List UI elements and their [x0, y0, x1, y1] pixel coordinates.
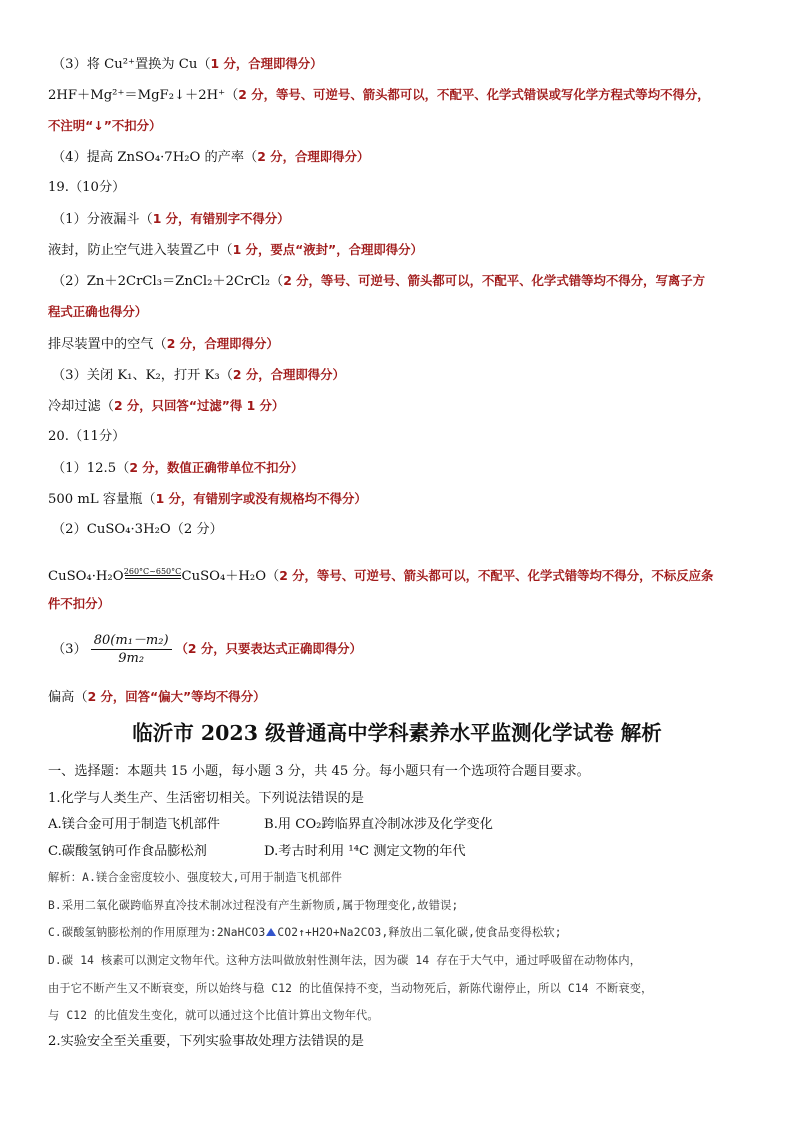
- q20-part1-label: （1）12.5（: [52, 461, 130, 476]
- q20-part3: [52, 628, 754, 670]
- q18-part3-label: （3）将 Cu²⁺置换为 Cu（: [52, 57, 211, 72]
- q18-equation-text: 2HF＋Mg²⁺＝MgF₂↓＋2H⁺（: [48, 88, 239, 103]
- q19-part2-cont: [48, 302, 754, 323]
- q19-part3b-score: 2 分，只回答“过滤”得 1 分）: [113, 398, 285, 413]
- fraction-numerator: 80(m₁－m₂): [91, 632, 172, 650]
- q20-equation: [48, 566, 754, 587]
- q18-part3-score: 1 分，合理即得分）: [210, 56, 323, 71]
- q19-header: 19.（10分）: [48, 180, 126, 195]
- q20-part1b: [48, 489, 754, 510]
- reaction-condition-sign: [124, 566, 182, 586]
- q19-part2b-score: 2 分，合理即得分）: [166, 336, 279, 351]
- q18-part4-score: 2 分，合理即得分）: [257, 149, 370, 164]
- q1-note-c-part2: CO2↑+H2O+Na2CO3,释放出二氧化碳,使食品变得松软;: [277, 926, 562, 939]
- q20-part3b-label: 偏高（: [48, 690, 88, 705]
- q19-part2-score: 2 分，等号、可逆号、箭头都可以，不配平、化学式错等均不得分，写离子方: [283, 273, 706, 288]
- q19-part3b: [48, 396, 754, 417]
- q20-part3-score: （2 分，只要表达式正确即得分）: [175, 641, 362, 656]
- q19-part1: [52, 209, 754, 230]
- q18-equation-score-cont: 不注明“↓”不扣分）: [48, 118, 162, 133]
- reaction-condition: 260°C~650°C: [123, 567, 182, 576]
- page-title: 临沂市 2023 级普通高中学科素养水平监测化学试卷 解析: [132, 721, 662, 745]
- q18-equation-score: 2 分，等号、可逆号、箭头都可以，不配平、化学式错误或写化学方程式等均不得分，: [238, 87, 710, 102]
- q1-option-c: C.碳酸氢钠可作食品膨松剂: [48, 844, 207, 859]
- q20-part3b: [48, 687, 754, 708]
- q20-part1: [52, 458, 754, 479]
- q19-part3b-label: 冷却过滤（: [48, 399, 114, 414]
- q19-part1b-score: 1 分，要点“液封”，合理即得分）: [232, 242, 423, 257]
- q20-part1b-score: 1 分，有错别字或没有规格均不得分）: [155, 491, 367, 506]
- q20-part1-score: 2 分，数值正确带单位不扣分）: [129, 460, 304, 475]
- q18-part4: [52, 147, 754, 168]
- q1-note-d: D.碳 14 核素可以测定文物年代。这种方法叫做放射性测年法，因为碳 14 存在于大气中，通过呼吸留在动物体内，: [48, 954, 642, 967]
- q20-part2: （2）CuSO₄·3H₂O（2 分）: [52, 522, 223, 537]
- q18-equation-cont: [48, 116, 754, 137]
- q1-option-b: B.用 CO₂跨临界直冷制冰涉及化学变化: [264, 817, 493, 832]
- q1-options-row2: [48, 842, 754, 862]
- q20-equation-score: 2 分，等号、可逆号、箭头都可以，不配平、化学式错等均不得分，不标反应条: [279, 568, 714, 583]
- q19-part1b-label: 液封，防止空气进入装置乙中（: [48, 243, 233, 258]
- q1-note-c-part1: C.碳酸氢钠膨松剂的作用原理为:2NaHCO3: [48, 926, 266, 939]
- q20-header: 20.（11分）: [48, 429, 126, 444]
- q19-part3-score: 2 分，合理即得分）: [232, 367, 345, 382]
- q1-note-b: B.采用二氧化碳跨临界直冷技术制冰过程没有产生新物质,属于物理变化,故错误;: [48, 899, 459, 912]
- q1-options-row1: [48, 815, 754, 835]
- q1-note-d-cont1: 由于它不断产生又不断衰变，所以始终与稳 C12 的比值保持不变，当动物死后，新陈代谢停止，所以 C14 不断衰变，: [48, 982, 653, 995]
- fraction-expression: [91, 632, 172, 667]
- q19-part2-score-cont: 程式正确也得分）: [48, 304, 148, 319]
- q19-part2-label: （2）Zn＋2CrCl₃＝ZnCl₂＋2CrCl₂（: [52, 274, 284, 289]
- q1-note-c: [48, 923, 754, 943]
- q19-part2: [52, 271, 754, 292]
- q2-stem: 2.实验安全至关重要，下列实验事故处理方法错误的是: [48, 1034, 364, 1049]
- q19-part3-label: （3）关闭 K₁、K₂，打开 K₃（: [52, 368, 233, 383]
- q20-equation-score-cont: 件不扣分）: [48, 596, 110, 611]
- q19-part3: [52, 365, 754, 386]
- q19-part1b: [48, 240, 754, 261]
- fraction-denominator: 9m₂: [118, 651, 145, 666]
- q20-eq-right: CuSO₄＋H₂O（: [181, 569, 280, 584]
- section-heading: 一、选择题：本题共 15 小题，每小题 3 分，共 45 分。每小题只有一个选项符合题目要求。: [48, 764, 590, 779]
- q18-part4-label: （4）提高 ZnSO₄·7H₂O 的产率（: [52, 150, 258, 165]
- q1-option-d: D.考古时利用 ¹⁴C 测定文物的年代: [264, 844, 466, 859]
- q20-eq-left: CuSO₄·H₂O: [48, 569, 124, 584]
- q20-equation-cont: [48, 594, 754, 615]
- q19-part2b: [48, 334, 754, 355]
- q18-part3: [52, 54, 754, 75]
- q20-part1b-label: 500 mL 容量瓶（: [48, 492, 156, 507]
- q1-note-a: 解析：A.镁合金密度较小、强度较大,可用于制造飞机部件: [48, 871, 343, 884]
- heat-triangle-icon: [266, 928, 276, 936]
- q20-part3-label: （3）: [52, 642, 87, 657]
- q19-part1-label: （1）分液漏斗（: [52, 212, 153, 227]
- q19-part1-score: 1 分，有错别字不得分）: [152, 211, 290, 226]
- q1-option-a: A.镁合金可用于制造飞机部件: [48, 817, 220, 832]
- q20-part3b-score: 2 分，回答“偏大”等均不得分）: [87, 689, 266, 704]
- q18-equation: [48, 85, 754, 106]
- q1-note-d-cont2: 与 C12 的比值发生变化，就可以通过这个比值计算出文物年代。: [48, 1009, 379, 1022]
- q19-part2b-label: 排尽装置中的空气（: [48, 337, 167, 352]
- q1-stem: 1.化学与人类生产、生活密切相关。下列说法错误的是: [48, 791, 364, 806]
